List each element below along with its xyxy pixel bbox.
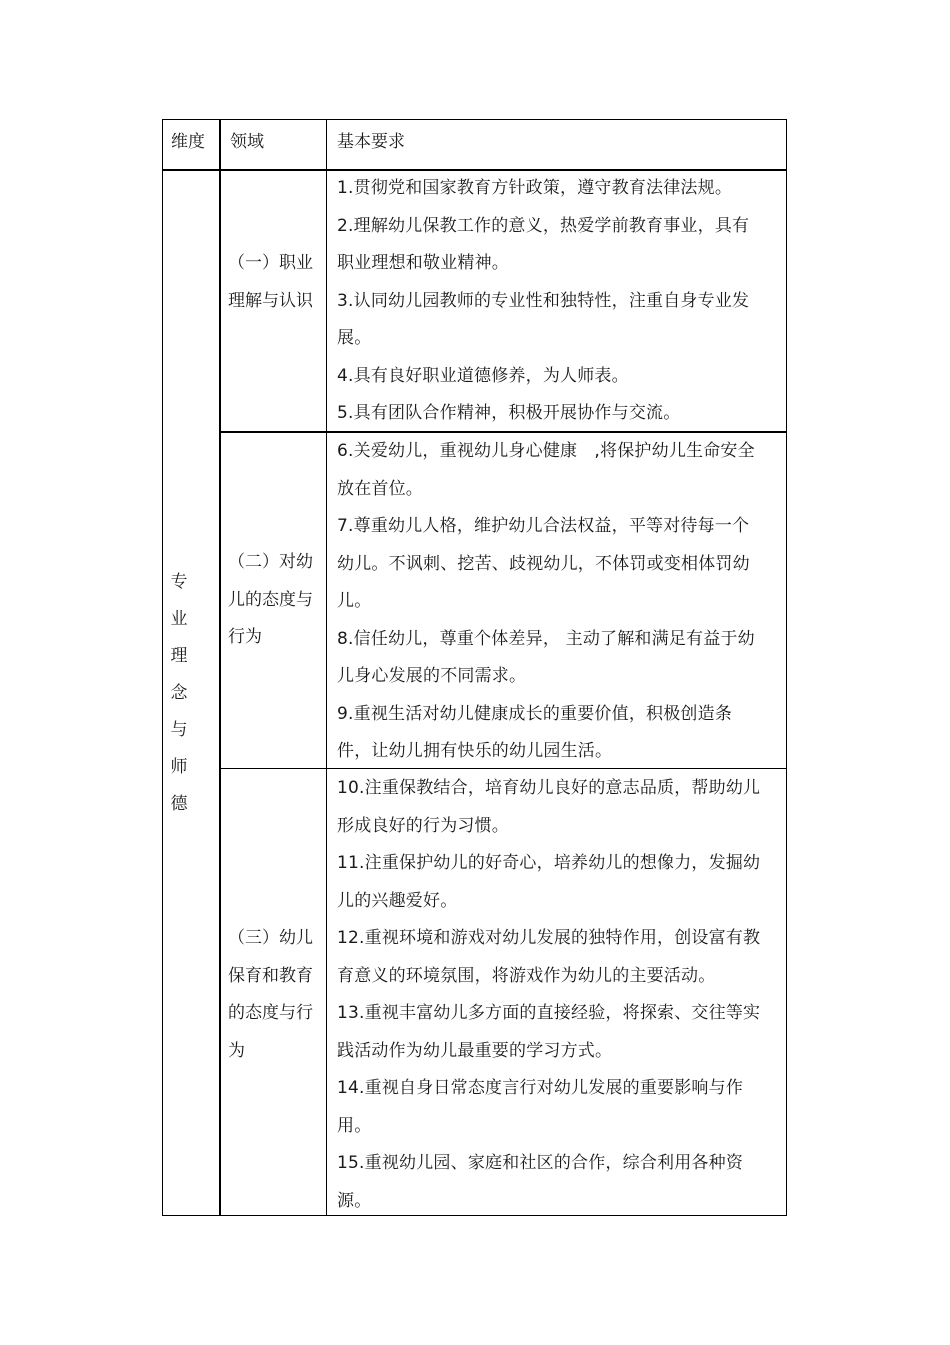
requirements-list-3: [337, 770, 765, 1220]
requirement-item: 14.重视自身日常态度言行对幼儿发展的重要影响与作用。: [337, 1078, 744, 1136]
domain-label-2: （二）对幼儿的态度与行为: [228, 552, 313, 647]
header-domain: 领域: [230, 132, 264, 152]
col-sep-1: [219, 119, 221, 1216]
col-sep-2: [326, 119, 327, 1216]
requirement-item: 13.重视丰富幼儿多方面的直接经验，将探索、交往等实践活动作为幼儿最重要的学习方式。: [337, 1003, 761, 1061]
border-left: [162, 119, 163, 1216]
requirement-item: 2.理解幼儿保教工作的意义，热爱学前教育事业，具有职业理想和敬业精神。: [337, 215, 750, 273]
requirement-item: 6.关爱幼儿，重视幼儿身心健康 ,将保护幼儿生命安全放在首位。: [337, 441, 755, 499]
requirement-item: 12.重视环境和游戏对幼儿发展的独特作用，创设富有教育意义的环境氛围，将游戏作为幼儿的主要活动。: [337, 928, 761, 986]
requirement-item: 4.具有良好职业道德修养，为人师表。: [337, 365, 629, 386]
requirement-item: 11.注重保护幼儿的好奇心，培养幼儿的想像力，发掘幼儿的兴趣爱好。: [337, 853, 761, 911]
requirements-list-2: [337, 433, 765, 771]
domain-label-3: （三）幼儿保育和教育的态度与行为: [228, 928, 313, 1061]
border-top: [162, 119, 787, 120]
border-right: [786, 119, 787, 1216]
requirement-item: 10.注重保教结合，培育幼儿良好的意志品质，帮助幼儿形成良好的行为习惯。: [337, 778, 761, 836]
requirements-list-1: [337, 170, 765, 433]
requirement-item: 7.尊重幼儿人格，维护幼儿合法权益，平等对待每一个幼儿。不讽刺、挖苦、歧视幼儿，不体罚或变相体罚幼儿。: [337, 516, 750, 611]
standards-table: [162, 119, 787, 1216]
requirement-item: 1.贯彻党和国家教育方针政策，遵守教育法律法规。: [337, 178, 733, 198]
header-requirements: 基本要求: [337, 132, 405, 152]
domain-label-1: （一）职业理解与认识: [228, 253, 313, 311]
dimension-label: 专业理念与师德: [170, 572, 188, 814]
requirement-item: 15.重视幼儿园、家庭和社区的合作，综合利用各种资源。: [337, 1153, 744, 1211]
requirement-item: 3.认同幼儿园教师的专业性和独特性，注重自身专业发展。: [337, 290, 750, 348]
requirement-item: 5.具有团队合作精神，积极开展协作与交流。: [337, 403, 681, 423]
requirement-item: 8.信任幼儿，尊重个体差异， 主动了解和满足有益于幼儿身心发展的不同需求。: [337, 628, 755, 686]
requirement-item: 9.重视生活对幼儿健康成长的重要价值，积极创造条件，让幼儿拥有快乐的幼儿园生活。: [337, 703, 733, 761]
header-dimension: 维度: [171, 132, 205, 152]
